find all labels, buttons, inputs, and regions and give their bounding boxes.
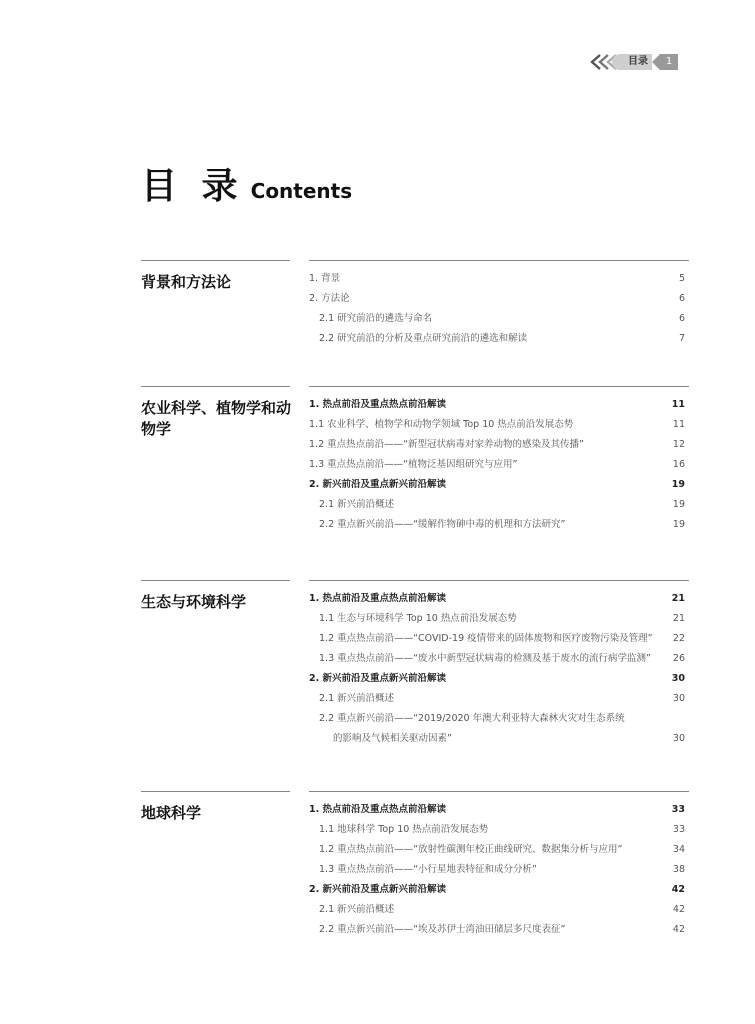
toc-entry-title: 1.3 重点热点前沿——“废水中新型冠状病毒的检测及基于废水的流行病学监测” xyxy=(319,653,651,664)
toc-entry[interactable] xyxy=(309,649,685,669)
section-divider xyxy=(309,260,689,261)
toc-entry[interactable] xyxy=(309,395,685,415)
toc-entry-page: 21 xyxy=(671,593,685,604)
section-divider xyxy=(309,386,689,387)
toc-entry[interactable] xyxy=(309,689,685,709)
toc-entry[interactable] xyxy=(309,269,685,289)
toc-entry-title: 2.1 新兴前沿概述 xyxy=(319,693,395,704)
toc-entry-title: 1.2 重点热点前沿——“新型冠状病毒对家养动物的感染及其传播” xyxy=(309,439,584,450)
toc-entry-page: 26 xyxy=(672,653,685,664)
toc-entry[interactable] xyxy=(309,475,685,495)
toc-entry[interactable] xyxy=(309,289,685,309)
toc-entry-continued[interactable] xyxy=(309,729,685,749)
header-label-pill xyxy=(612,54,652,70)
toc-entry[interactable] xyxy=(309,629,685,649)
toc-entry[interactable] xyxy=(309,900,685,920)
section-divider xyxy=(309,580,689,581)
toc-entries xyxy=(309,269,685,349)
section-divider xyxy=(141,260,290,261)
toc-entry-page: 30 xyxy=(672,733,685,744)
toc-entry-title: 1.1 地球科学 Top 10 热点前沿发展态势 xyxy=(319,824,489,835)
toc-entry[interactable] xyxy=(309,800,685,820)
toc-entry-page: 22 xyxy=(672,633,685,644)
toc-entry-page: 11 xyxy=(672,419,685,430)
toc-entry-title: 2.1 研究前沿的遴选与命名 xyxy=(319,313,433,324)
toc-entry-page: 34 xyxy=(672,844,685,855)
toc-entry[interactable] xyxy=(309,920,685,940)
toc-entries xyxy=(309,589,685,749)
toc-entry-page: 6 xyxy=(678,313,685,324)
section-heading: 背景和方法论 xyxy=(141,273,232,291)
toc-entry-title: 2.1 新兴前沿概述 xyxy=(319,499,395,510)
toc-entry[interactable] xyxy=(309,709,685,729)
toc-entry-title: 1. 热点前沿及重点热点前沿解读 xyxy=(309,399,447,410)
toc-entry-page: 33 xyxy=(671,804,685,815)
toc-entry[interactable] xyxy=(309,880,685,900)
toc-entry-page: 21 xyxy=(672,613,685,624)
header-label: 目录 xyxy=(628,56,648,67)
toc-entry-title: 1. 背景 xyxy=(309,273,341,284)
toc-entry-title: 2.1 新兴前沿概述 xyxy=(319,904,395,915)
toc-entry[interactable] xyxy=(309,495,685,515)
toc-entry[interactable] xyxy=(309,820,685,840)
toc-entry-title: 1.3 重点热点前沿——“小行星地表特征和成分分析” xyxy=(319,864,537,875)
toc-entry-page: 6 xyxy=(678,293,685,304)
toc-entry-title: 2. 新兴前沿及重点新兴前沿解读 xyxy=(309,479,447,490)
toc-entry-title: 1.3 重点热点前沿——“植物泛基因组研究与应用” xyxy=(309,459,518,470)
toc-entry-page: 30 xyxy=(672,693,685,704)
toc-entry[interactable] xyxy=(309,435,685,455)
page-title-cn: 目 录 xyxy=(141,166,244,207)
toc-entry-page: 30 xyxy=(671,673,685,684)
toc-entry[interactable] xyxy=(309,609,685,629)
toc-entry-title: 2.2 重点新兴前沿——“缓解作物砷中毒的机理和方法研究” xyxy=(319,519,566,530)
toc-entry-title: 2. 新兴前沿及重点新兴前沿解读 xyxy=(309,673,447,684)
toc-entry-title: 1.1 农业科学、植物学和动物学领域 Top 10 热点前沿发展态势 xyxy=(309,419,574,430)
toc-entry-page: 42 xyxy=(672,904,685,915)
toc-entry-title: 1.1 生态与环境科学 Top 10 热点前沿发展态势 xyxy=(319,613,517,624)
toc-entry[interactable] xyxy=(309,669,685,689)
toc-entry[interactable] xyxy=(309,515,685,535)
toc-entry-page: 19 xyxy=(671,479,685,490)
section-divider xyxy=(141,386,290,387)
toc-entry-page: 19 xyxy=(672,519,685,530)
toc-entry-page: 42 xyxy=(672,924,685,935)
toc-entry-title: 2.2 研究前沿的分析及重点研究前沿的遴选和解读 xyxy=(319,333,528,344)
toc-entry[interactable] xyxy=(309,309,685,329)
page-title-en: Contents xyxy=(250,179,353,203)
toc-entry-title: 1.2 重点热点前沿——“COVID-19 疫情带来的固体废物和医疗废物污染及管理” xyxy=(319,633,653,644)
toc-entry-page: 42 xyxy=(671,884,685,895)
toc-entry[interactable] xyxy=(309,329,685,349)
toc-entry-title: 2.2 重点新兴前沿——“2019/2020 年澳大利亚特大森林火灾对生态系统 xyxy=(319,713,625,724)
toc-entry-page: 19 xyxy=(672,499,685,510)
toc-entry-title: 1. 热点前沿及重点热点前沿解读 xyxy=(309,804,447,815)
toc-entry-page: 12 xyxy=(672,439,685,450)
section-heading: 地球科学 xyxy=(141,804,202,822)
toc-entries xyxy=(309,800,685,940)
toc-entry-page: 11 xyxy=(671,399,685,410)
section-heading: 生态与环境科学 xyxy=(141,593,247,611)
toc-entry[interactable] xyxy=(309,589,685,609)
section-divider xyxy=(141,580,290,581)
toc-entry-title: 1. 热点前沿及重点热点前沿解读 xyxy=(309,593,447,604)
section-heading: 农业科学、植物学和动物学 xyxy=(141,399,292,438)
toc-entry[interactable] xyxy=(309,840,685,860)
header-page-number: 1 xyxy=(660,54,678,70)
toc-entry-title: 2. 新兴前沿及重点新兴前沿解读 xyxy=(309,884,447,895)
toc-entry-page: 33 xyxy=(672,824,685,835)
toc-entry-page: 38 xyxy=(672,864,685,875)
section-divider xyxy=(141,791,290,792)
toc-entry-page: 5 xyxy=(678,273,685,284)
toc-entry-title: 1.2 重点热点前沿——“放射性碳测年校正曲线研究、数据集分析与应用” xyxy=(319,844,623,855)
toc-entry[interactable] xyxy=(309,415,685,435)
toc-entry-page: 16 xyxy=(672,459,685,470)
page-title xyxy=(141,158,352,209)
toc-entries xyxy=(309,395,685,535)
toc-entry-title: 2.2 重点新兴前沿——“埃及苏伊士湾油田储层多尺度表征” xyxy=(319,924,566,935)
toc-entry[interactable] xyxy=(309,455,685,475)
toc-entry-title: 2. 方法论 xyxy=(309,293,350,304)
toc-entry-title: 的影响及气候相关驱动因素” xyxy=(333,733,452,744)
toc-entry-page: 7 xyxy=(678,333,685,344)
toc-entry[interactable] xyxy=(309,860,685,880)
section-divider xyxy=(309,791,689,792)
